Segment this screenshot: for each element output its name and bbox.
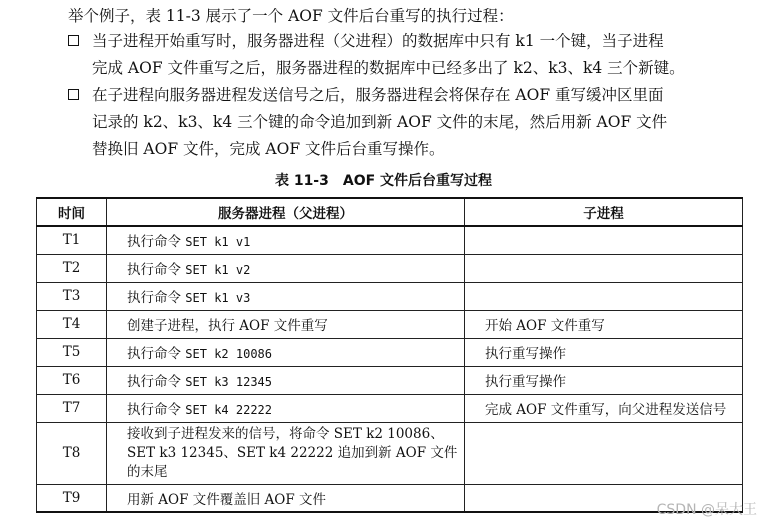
bullet-2-line-2: 记录的 k2、k3、k4 三个键的命令追加到新 AOF 文件的末尾，然后用新 AOF 文件 [92,113,668,131]
child-cell: 执行重写操作 [465,338,743,366]
server-command: SET k1 v3 [185,291,251,305]
server-cell [107,366,465,394]
child-cell [465,226,743,254]
time-cell: T4 [37,310,107,338]
checkbox-bullet-icon [68,89,79,100]
table-row [37,338,743,366]
server-text: 执行命令 [127,234,186,251]
aof-rewrite-table [36,197,743,513]
bullet-1-line-1: 当子进程开始重写时，服务器进程（父进程）的数据库中只有 k1 一个键，当子进程 [92,32,664,50]
time-cell: T2 [37,254,107,282]
time-cell: T7 [37,394,107,422]
table-row [37,394,743,422]
table-row [37,310,743,338]
server-command: SET k2 10086 [185,347,272,361]
server-command: SET k1 v2 [185,263,251,277]
bullet-2-line-1: 在子进程向服务器进程发送信号之后，服务器进程会将保存在 AOF 重写缓冲区里面 [92,86,664,104]
server-text: 执行命令 [127,346,186,362]
child-cell [465,422,743,484]
server-command: SET k4 22222 [185,403,272,417]
table-row [37,226,743,254]
server-text-line-2: SET k3 12345、SET k4 22222 追加到新 AOF 文件 [127,444,458,461]
table-caption: 表 11-3 AOF 文件后台重写过程 [274,173,493,189]
table-row [37,254,743,282]
header-time: 时间 [37,198,107,226]
server-cell [107,282,465,310]
child-cell [465,254,743,282]
child-cell: 开始 AOF 文件重写 [465,310,743,338]
server-cell [107,310,465,338]
table-row [37,484,743,512]
watermark: CSDN @呆大王 [656,502,757,518]
child-cell [465,282,743,310]
server-cell [107,226,465,254]
server-text: 用新 AOF 文件覆盖旧 AOF 文件 [127,491,327,508]
server-cell [107,254,465,282]
server-text: 执行命令 [127,402,186,418]
table-row [37,282,743,310]
server-text: 执行命令 [127,262,186,278]
server-text-line-1: 接收到子进程发来的信号，将命令 SET k2 10086、 [127,425,444,442]
header-child: 子进程 [465,198,743,226]
table-header-row [37,198,743,226]
bullet-1-line-2: 完成 AOF 文件重写之后，服务器进程的数据库中已经多出了 k2、k3、k4 三个新键。 [92,59,685,77]
intro-paragraph: 举个例子，表 11-3 展示了一个 AOF 文件后台重写的执行过程： [68,7,514,25]
checkbox-bullet-icon [68,35,79,46]
time-cell: T3 [37,282,107,310]
server-text-line-3: 的末尾 [127,463,168,480]
time-cell: T1 [37,226,107,254]
time-cell: T8 [37,422,107,484]
time-cell: T5 [37,338,107,366]
server-command: SET k1 v1 [185,235,251,250]
server-cell [107,484,465,512]
table-row [37,422,743,484]
server-command: SET k3 12345 [185,375,272,389]
table-row [37,366,743,394]
server-text: 执行命令 [127,374,186,390]
bullet-2-line-3: 替换旧 AOF 文件，完成 AOF 文件后台重写操作。 [92,140,445,158]
server-text: 创建子进程，执行 AOF 文件重写 [127,318,328,334]
header-server: 服务器进程（父进程） [107,198,465,226]
server-cell [107,422,465,484]
child-cell: 执行重写操作 [465,366,743,394]
time-cell: T9 [37,484,107,512]
child-cell: 完成 AOF 文件重写，向父进程发送信号 [465,394,743,422]
server-cell [107,338,465,366]
server-cell [107,394,465,422]
time-cell: T6 [37,366,107,394]
server-text: 执行命令 [127,290,186,306]
